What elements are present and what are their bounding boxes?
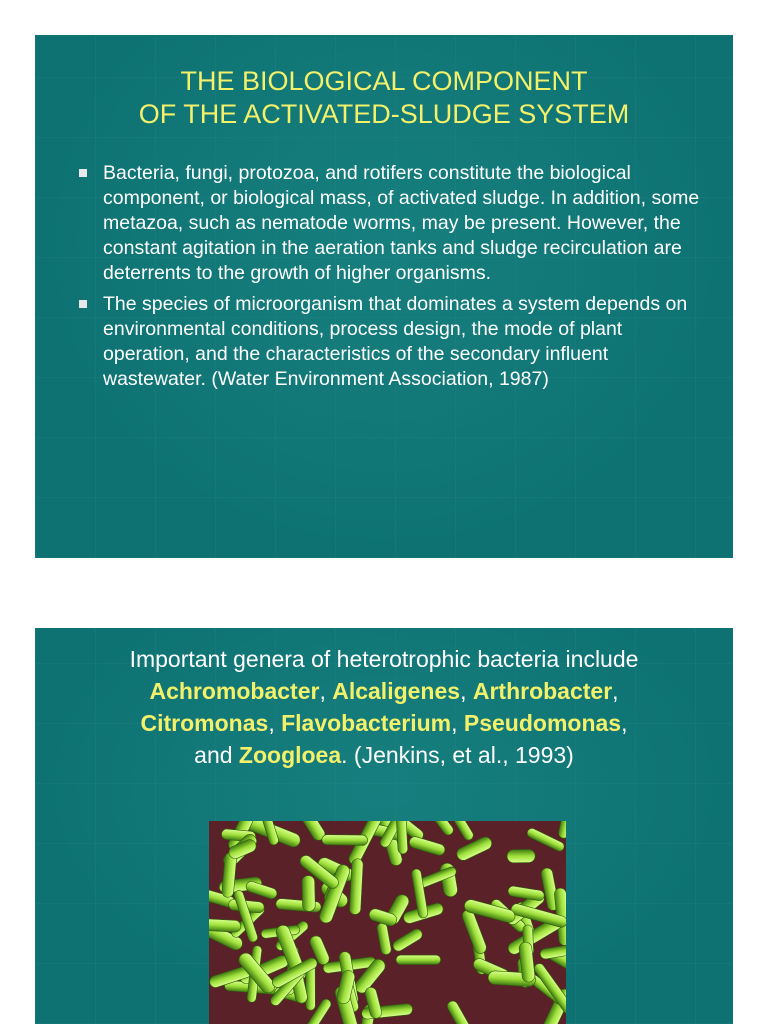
bacterium-rod: [558, 821, 566, 839]
separator: ,: [612, 678, 619, 704]
genera-line-3: [35, 707, 733, 739]
slide-2: [35, 628, 733, 1024]
separator: ,: [319, 678, 333, 704]
genera-line-2: [35, 675, 733, 707]
bacterium-rod: [396, 821, 408, 854]
genus-name: Arthrobacter: [472, 678, 613, 704]
bacterium-rod: [408, 835, 446, 856]
bacterium-rod: [322, 835, 368, 846]
bullet-item: [79, 161, 703, 286]
separator: ,: [268, 710, 282, 736]
title-line-1: THE BIOLOGICAL COMPONENT: [180, 66, 588, 96]
genera-line-4: [35, 739, 733, 771]
bacterium-rod: [209, 918, 241, 932]
and-text: and: [194, 742, 239, 768]
bacterium-rod: [349, 858, 363, 914]
genus-name: Pseudomonas: [463, 710, 622, 736]
bacterium-rod: [532, 962, 566, 1016]
slide-1: [35, 35, 733, 558]
bacterium-rod: [507, 885, 545, 901]
genus-name: Flavobacterium: [281, 710, 452, 736]
separator: ,: [460, 678, 473, 704]
separator: ,: [621, 710, 628, 736]
bacterium-rod: [391, 927, 424, 953]
citation: . (Jenkins, et al., 1993): [341, 742, 574, 768]
bacterium-rod: [445, 999, 478, 1024]
bullet-text: Bacteria, fungi, protozoa, and rotifers constitute the biological component, or biological mass, of activated sludge. In addition, some metazoa, such as nematode worms, may be present. However, the constant agitation in the aeration tanks and sludge recirculation are deterrents to the growth of higher organisms.: [103, 162, 700, 284]
slide-title: [35, 65, 733, 131]
bacterium-rod: [376, 922, 392, 955]
bullet-list: [79, 161, 703, 398]
genus-name: Achromobacter: [149, 678, 320, 704]
genus-name: Citromonas: [140, 710, 269, 736]
bacterium-rod: [507, 849, 535, 863]
bacterium-rod: [430, 821, 455, 837]
bullet-text: The species of microorganism that dominates a system depends on environmental conditions, process design, the mode of plant operation, and the characteristics of the secondary influent wastewater. (Water Environment Association, 1987): [103, 293, 688, 390]
separator: ,: [451, 710, 464, 736]
genus-name: Zoogloea: [238, 742, 342, 768]
genera-paragraph: [35, 643, 733, 771]
square-bullet-icon: [79, 169, 87, 177]
genus-name: Alcaligenes: [332, 678, 461, 704]
square-bullet-icon: [79, 300, 87, 308]
bullet-item: [79, 292, 703, 392]
bacterium-rod: [455, 835, 494, 863]
title-line-2: OF THE ACTIVATED-SLUDGE SYSTEM: [138, 99, 630, 129]
bacterium-rod: [396, 955, 441, 964]
bacterium-rod: [302, 875, 316, 911]
bacteria-rods-illustration: [209, 821, 566, 1024]
genera-intro: Important genera of heterotrophic bacteria include: [129, 646, 639, 672]
bacteria-micrograph-image: [209, 821, 566, 1024]
